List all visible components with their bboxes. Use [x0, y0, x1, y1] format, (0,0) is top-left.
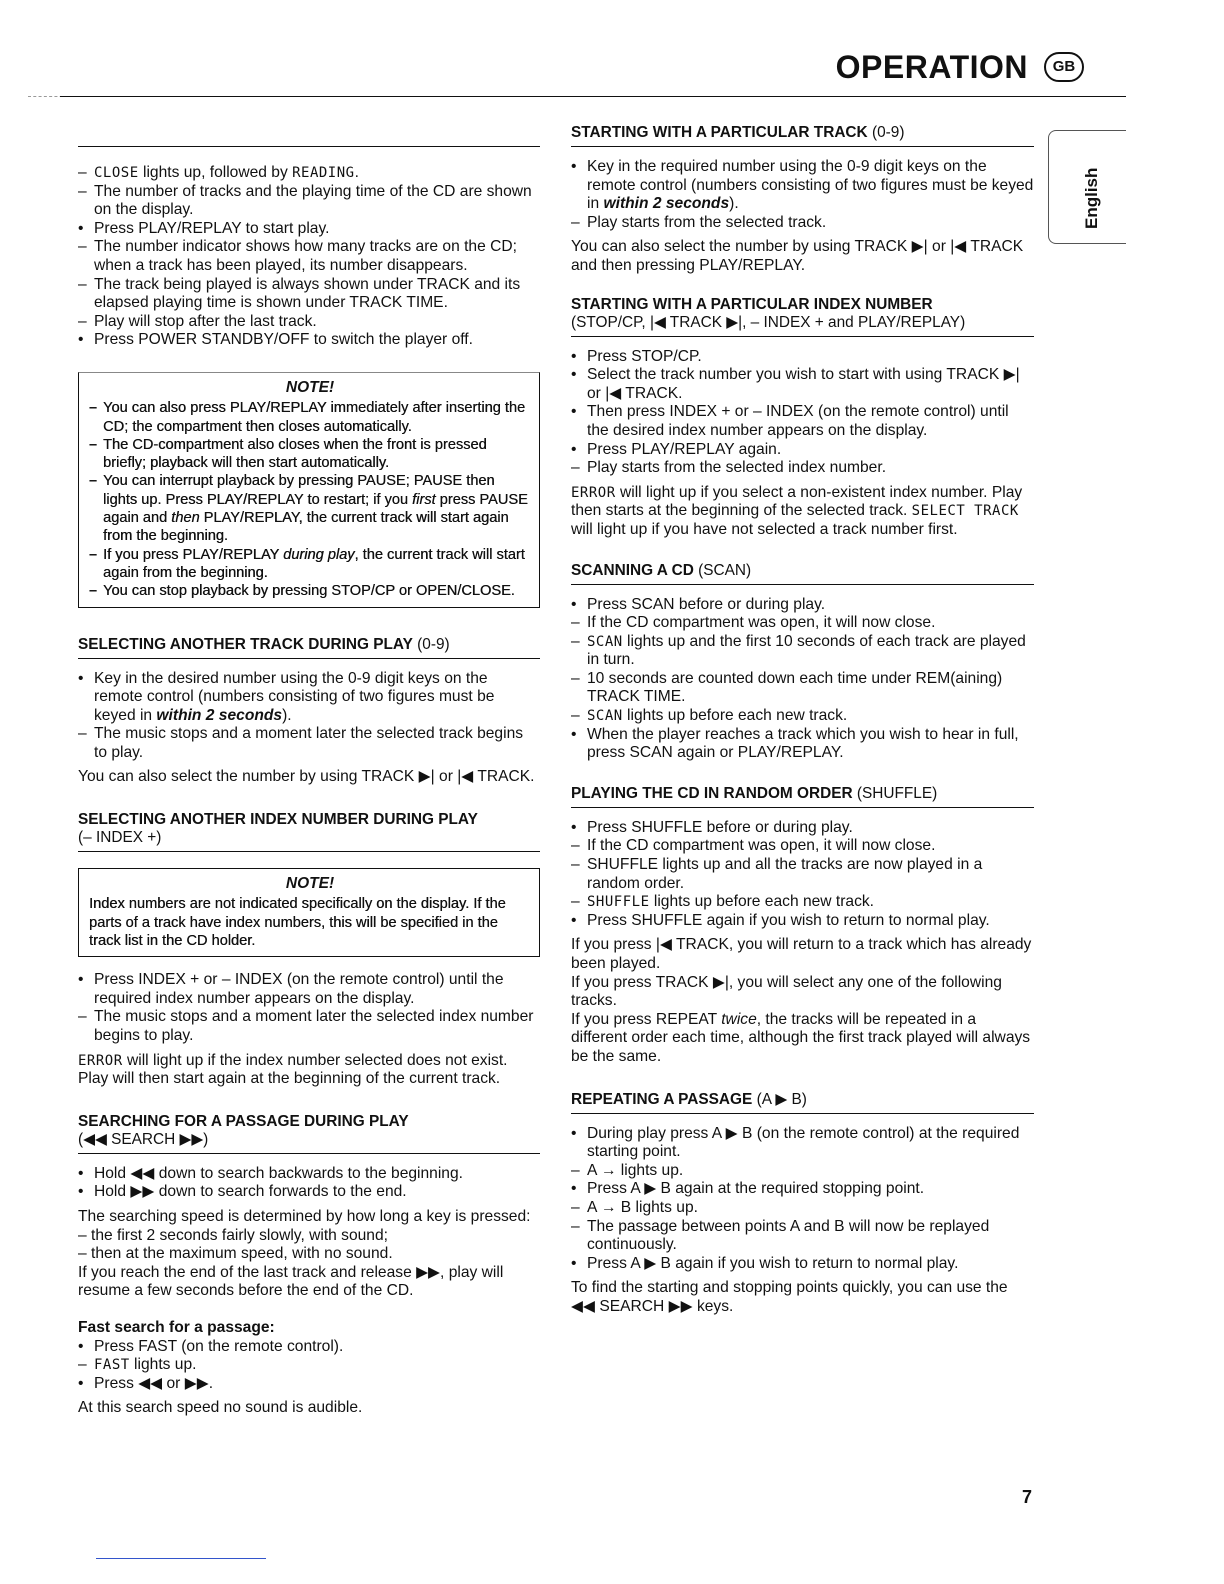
list-item: [571, 441, 1034, 460]
list-item: [571, 1255, 1034, 1274]
text: Play will stop after the last track.: [94, 312, 317, 330]
list-item: [78, 670, 540, 726]
bullet-icon: •: [571, 440, 577, 458]
text: If the CD compartment was open, it will now close.: [587, 837, 936, 855]
text: During play press A ▶ B (on the remote control) at the required starting point.: [587, 1124, 1020, 1161]
list-item: [571, 158, 1034, 214]
display-text: ERROR: [571, 484, 616, 501]
list-item: [571, 726, 1034, 763]
dash-icon: –: [571, 1217, 580, 1235]
section-heading-select-track: SELECTING ANOTHER TRACK DURING PLAY (0-9): [78, 636, 540, 659]
text: A → lights up.: [587, 1161, 684, 1179]
dash-icon: –: [89, 400, 98, 417]
select-track-list: [78, 670, 540, 763]
section-heading-scanning: SCANNING A CD (SCAN): [571, 562, 1034, 585]
paragraph: To find the starting and stopping points quickly, you can use the ◀◀ SEARCH ▶▶ keys.: [571, 1279, 1008, 1315]
search-speed-lines: [78, 1227, 540, 1264]
list-item-text: [587, 158, 1034, 214]
text: Then press INDEX + or – INDEX (on the remote control) until the desired index number appears on the display.: [587, 403, 1009, 439]
list-item-text: [94, 1375, 540, 1394]
list-item: [571, 837, 1034, 856]
list-item-text: [587, 633, 1034, 670]
text: If you press TRACK ▶|, you will select any one of the following tracks.: [571, 973, 1002, 1010]
list-item: [89, 472, 531, 545]
list-item-text: [587, 1199, 1034, 1218]
text: The music stops and a moment later the selected index number begins to play.: [94, 1008, 534, 1045]
text: lights up before each new track.: [649, 893, 875, 911]
list-item-text: [103, 546, 531, 583]
emphasis: during play: [283, 546, 355, 563]
section-heading-searching: SEARCHING FOR A PASSAGE DURING PLAY (◀◀ SEARCH ▶▶): [78, 1113, 540, 1154]
list-item: [571, 856, 1034, 893]
dash-icon: –: [78, 182, 87, 200]
paragraph: The searching speed is determined by how long a key is pressed:: [78, 1208, 531, 1225]
text: Press PLAY/REPLAY again.: [587, 440, 782, 458]
note-title: NOTE!: [285, 378, 335, 396]
list-item-text: [587, 670, 1034, 707]
list-item: [571, 819, 1034, 838]
random-paragraphs: [571, 936, 1034, 1066]
list-item-text: [94, 331, 540, 350]
bullet-icon: •: [571, 1254, 577, 1272]
list-item-text: [94, 313, 540, 332]
bullet-icon: •: [78, 219, 84, 237]
emphasis: within 2 seconds: [156, 706, 283, 724]
bullet-icon: •: [78, 1164, 84, 1182]
list-item-text: [94, 220, 540, 239]
text: Key in the required number using the 0-9 digit keys on the remote control (numbers consisting of two figures must be keyed in: [587, 158, 1034, 213]
dash-icon: –: [89, 473, 98, 490]
dash-icon: –: [78, 1008, 87, 1026]
text: Press INDEX + or – INDEX (on the remote control) until the required index number appears on the display.: [94, 971, 504, 1007]
note-text: Index numbers are not indicated specifically on the display. If the parts of a track have index numbers, this will be specified in the track list in the CD holder.: [89, 896, 506, 949]
bullet-icon: •: [78, 1183, 84, 1201]
list-item: [89, 399, 531, 436]
list-item: [78, 725, 540, 762]
dash-icon: –: [571, 632, 580, 650]
display-text: READING: [292, 165, 355, 181]
paragraph: You can also select the number by using TRACK ▶| or |◀ TRACK and then pressing PLAY/REPLAY.: [571, 238, 1024, 274]
list-item: [78, 1375, 540, 1394]
list-item: [78, 971, 540, 1008]
text: If you press REPEAT: [571, 1010, 722, 1028]
text: When the player reaches a track which you wish to hear in full, press SCAN again or PLAY/REPLAY.: [587, 725, 1019, 762]
searching-list: [78, 1165, 540, 1202]
text: will light up if you select a non-existent index number. Play then starts at the beginning of the selected track.: [571, 483, 1023, 520]
bullet-icon: •: [78, 669, 84, 687]
list-item-text: [94, 1165, 540, 1184]
dash-icon: –: [78, 238, 87, 256]
bullet-icon: •: [78, 331, 84, 349]
text: press PAUSE again and: [103, 491, 528, 527]
text: Press STOP/CP.: [587, 347, 702, 365]
bullet-icon: •: [571, 347, 577, 365]
text: Hold ◀◀ down to search backwards to the beginning.: [94, 1164, 463, 1182]
header-rule: [60, 96, 1126, 97]
section-heading-repeat: REPEATING A PASSAGE (A ▶ B): [571, 1091, 1034, 1114]
list-item: [78, 276, 540, 313]
display-text: SHUFFLE: [587, 894, 650, 911]
dash-icon: –: [89, 583, 98, 600]
list-item-text: [587, 459, 1034, 478]
text: ).: [729, 195, 739, 213]
bullet-icon: •: [78, 1337, 84, 1355]
paragraph: [571, 484, 1034, 540]
list-item-text: [587, 596, 1034, 615]
start-track-list: [571, 158, 1034, 232]
dash-icon: –: [571, 1161, 580, 1179]
text-line: – the first 2 seconds fairly slowly, with sound;: [78, 1226, 388, 1244]
list-item: [571, 1180, 1034, 1199]
list-item-text: [587, 893, 1034, 912]
list-item-text: [587, 441, 1034, 460]
select-index-list: [78, 971, 540, 1045]
bullet-icon: •: [571, 1180, 577, 1198]
text: If you press |◀ TRACK, you will return to a track which has already been played.: [571, 936, 1032, 972]
list-item-text: [94, 164, 540, 183]
scanning-list: [571, 596, 1034, 763]
dash-icon: –: [571, 837, 580, 855]
list-item-text: [587, 1162, 1034, 1181]
section-heading-start-track: STARTING WITH A PARTICULAR TRACK (0-9): [571, 124, 1034, 147]
list-item-text: [103, 582, 531, 600]
text: SHUFFLE lights up and all the tracks are now played in a random order.: [587, 856, 983, 892]
list-item-text: [94, 1008, 540, 1045]
text: Press SHUFFLE again if you wish to return to normal play.: [587, 911, 990, 929]
list-item-text: [94, 971, 540, 1008]
top-rule: [78, 146, 540, 164]
display-text: ERROR: [78, 1052, 123, 1069]
list-item: [571, 707, 1034, 726]
note-box-index: [78, 868, 540, 957]
text: You can stop playback by pressing STOP/CP or OPEN/CLOSE.: [103, 583, 515, 600]
text: The track being played is always shown under TRACK and its elapsed playing time is shown under TRACK TIME.: [94, 275, 521, 312]
text: You can interrupt playback by pressing PAUSE; PAUSE then lights up. Press PLAY/REPLAY to restart; if you: [103, 473, 495, 508]
list-item: [571, 1199, 1034, 1218]
section-heading-start-index: STARTING WITH A PARTICULAR INDEX NUMBER (STOP/CP, |◀ TRACK ▶|, – INDEX + and PLAY/REPLAY): [571, 296, 1034, 337]
display-text: CLOSE: [94, 165, 139, 181]
text: Press PLAY/REPLAY to start play.: [94, 219, 330, 237]
list-item-text: [587, 1125, 1034, 1162]
list-item-text: [587, 1255, 1034, 1274]
fast-search-list: [78, 1338, 540, 1394]
list-item: [78, 313, 540, 332]
note-box: [78, 372, 540, 608]
page-title: OPERATION: [835, 49, 1028, 85]
list-item-text: [587, 366, 1034, 403]
section-heading-random: PLAYING THE CD IN RANDOM ORDER (SHUFFLE): [571, 785, 1034, 808]
list-item-text: [94, 1356, 540, 1375]
text: will light up if the index number selected does not exist. Play will then start again at the beginning of the current track.: [78, 1051, 508, 1088]
paragraph: At this search speed no sound is audible.: [78, 1399, 363, 1417]
text: You can also press PLAY/REPLAY immediately after inserting the CD; the compartment then closes automatically.: [103, 400, 526, 435]
list-item: [89, 436, 531, 473]
list-item: [571, 1162, 1034, 1181]
dash-icon: –: [571, 1198, 580, 1216]
dash-icon: –: [571, 707, 580, 725]
paragraph: [571, 1011, 1034, 1067]
list-item: [571, 403, 1034, 440]
list-item: [78, 331, 540, 350]
list-item-text: [587, 1180, 1034, 1199]
text: lights up, followed by: [138, 164, 293, 181]
list-item-text: [587, 837, 1034, 856]
list-item: [78, 183, 540, 220]
display-text: SCAN: [587, 708, 623, 725]
footer-rule: [96, 1558, 266, 1559]
list-item-text: [587, 819, 1034, 838]
list-item-text: [587, 403, 1034, 440]
list-item: [78, 1356, 540, 1375]
list-item-text: [94, 276, 540, 313]
emphasis: then: [171, 510, 200, 527]
list-item-text: [94, 238, 540, 275]
list-item-text: [94, 1338, 540, 1357]
list-item-text: [587, 726, 1034, 763]
list-item-text: [587, 348, 1034, 367]
list-item: [571, 348, 1034, 367]
note-list: [89, 399, 531, 600]
text: , the current track will start again from the beginning.: [103, 546, 525, 581]
text: Press SCAN before or during play.: [587, 595, 826, 613]
list-item: [89, 546, 531, 583]
list-item: [571, 912, 1034, 931]
dash-icon: –: [571, 856, 580, 874]
list-item-text: [587, 912, 1034, 931]
bullet-icon: •: [571, 158, 577, 175]
text: lights up and the first 10 seconds of each track are played in turn.: [587, 632, 1026, 669]
text: The passage between points A and B will now be replayed continuously.: [587, 1217, 990, 1254]
list-item: [571, 366, 1034, 403]
dash-icon: –: [571, 669, 580, 687]
list-item-text: [587, 707, 1034, 726]
bullet-icon: •: [571, 366, 577, 384]
intro-list: [78, 164, 540, 350]
list-item-text: [587, 214, 1034, 233]
bullet-icon: •: [571, 403, 577, 421]
bullet-icon: •: [571, 595, 577, 613]
list-item: [78, 1165, 540, 1184]
display-text: SELECT TRACK: [911, 503, 1019, 520]
text: Select the track number you wish to start with using TRACK ▶| or |◀ TRACK.: [587, 366, 1020, 402]
text: If the CD compartment was open, it will now close.: [587, 614, 936, 632]
list-item: [571, 214, 1034, 233]
emphasis: within 2 seconds: [603, 195, 730, 213]
text: .: [354, 164, 359, 181]
list-item: [571, 596, 1034, 615]
dash-icon: –: [571, 893, 580, 911]
list-item-text: [94, 183, 540, 220]
list-item-text: [94, 1183, 540, 1202]
text: will light up if you have not selected a track number first.: [571, 520, 958, 538]
text: Press SHUFFLE before or during play.: [587, 818, 853, 836]
right-column: [571, 124, 1034, 1317]
dash-icon: –: [571, 459, 580, 477]
dash-icon: –: [78, 164, 87, 181]
paragraph: If you reach the end of the last track and release ▶▶, play will resume a few seconds before the end of the CD.: [78, 1263, 504, 1300]
language-tab-label: English: [1082, 167, 1101, 229]
text: Press ◀◀ or ▶▶.: [94, 1374, 214, 1392]
text: If you press PLAY/REPLAY: [103, 546, 284, 563]
dash-icon: –: [571, 614, 580, 632]
text: , the tracks will be repeated in a different order each time, although the first track played will always be the same.: [571, 1010, 1031, 1065]
list-item: [571, 614, 1034, 633]
display-text: FAST: [94, 1357, 130, 1374]
start-index-list: [571, 348, 1034, 478]
dash-icon: –: [89, 546, 98, 563]
emphasis: first: [412, 491, 436, 508]
paragraph: [571, 936, 1034, 973]
list-item-text: [94, 670, 540, 726]
text: Play starts from the selected track.: [587, 213, 827, 231]
left-column: [78, 124, 540, 1418]
dash-icon: –: [89, 436, 98, 453]
bullet-icon: •: [571, 725, 577, 743]
list-item: [571, 670, 1034, 707]
text: PLAY/REPLAY, the current track will start again from the beginning.: [103, 510, 509, 545]
text: Press A ▶ B again if you wish to return to normal play.: [587, 1254, 959, 1272]
dash-icon: –: [78, 725, 87, 743]
language-tab: [1048, 130, 1126, 244]
dash-icon: –: [571, 213, 580, 231]
text: lights up.: [129, 1356, 197, 1374]
list-item: [78, 1183, 540, 1202]
repeat-list: [571, 1125, 1034, 1274]
text: Press A ▶ B again at the required stopping point.: [587, 1180, 925, 1198]
list-item: [571, 893, 1034, 912]
fast-search-title: Fast search for a passage:: [78, 1318, 275, 1336]
text: The number indicator shows how many tracks are on the CD; when a track has been played, its number disappears.: [94, 238, 517, 274]
paragraph: [78, 1052, 540, 1089]
list-item-text: [587, 614, 1034, 633]
random-list: [571, 819, 1034, 931]
section-heading-select-index: SELECTING ANOTHER INDEX NUMBER DURING PLAY (– INDEX +): [78, 811, 540, 852]
display-text: SCAN: [587, 633, 623, 650]
list-item-text: [103, 472, 531, 545]
bullet-icon: •: [571, 911, 577, 929]
list-item-text: [587, 856, 1034, 893]
text: Press FAST (on the remote control).: [94, 1337, 344, 1355]
list-item: [78, 164, 540, 183]
text: Key in the desired number using the 0-9 digit keys on the remote control (numbers consisting of two figures must be keyed in: [94, 669, 495, 724]
dash-icon: –: [78, 275, 87, 293]
list-item: [78, 238, 540, 275]
list-item: [571, 633, 1034, 670]
list-item-text: [94, 725, 540, 762]
text: The number of tracks and the playing time of the CD are shown on the display.: [94, 182, 532, 219]
list-item-text: [103, 399, 531, 436]
bullet-icon: •: [78, 971, 84, 989]
paragraph: You can also select the number by using TRACK ▶| or |◀ TRACK.: [78, 768, 535, 786]
page-number: 7: [1022, 1487, 1033, 1507]
list-item-text: [587, 1218, 1034, 1255]
list-item: [89, 582, 531, 600]
text: 10 seconds are counted down each time under REM(aining) TRACK TIME.: [587, 669, 1003, 706]
page-header: [0, 0, 1224, 100]
emphasis: twice: [721, 1010, 757, 1028]
bullet-icon: •: [571, 818, 577, 836]
paragraph: [571, 974, 1034, 1011]
list-item: [78, 1338, 540, 1357]
list-item: [571, 1125, 1034, 1162]
text: ).: [282, 706, 292, 724]
text: A → B lights up.: [587, 1198, 698, 1216]
text: Hold ▶▶ down to search forwards to the end.: [94, 1183, 407, 1201]
dash-icon: –: [78, 1356, 87, 1374]
text: Press POWER STANDBY/OFF to switch the player off.: [94, 331, 473, 349]
bullet-icon: •: [571, 1124, 577, 1142]
dash-icon: –: [78, 312, 87, 330]
note-title: NOTE!: [285, 875, 335, 893]
list-item: [571, 1218, 1034, 1255]
text-line: – then at the maximum speed, with no sound.: [78, 1245, 393, 1263]
list-item: [78, 1008, 540, 1045]
list-item-text: [103, 436, 531, 473]
text: The music stops and a moment later the selected track begins to play.: [94, 725, 524, 761]
list-item: [571, 459, 1034, 478]
gb-badge: GB: [1044, 52, 1084, 82]
bullet-icon: •: [78, 1374, 84, 1392]
text: The CD-compartment also closes when the front is pressed briefly; playback will then start automatically.: [103, 436, 487, 472]
text: Play starts from the selected index number.: [587, 459, 887, 477]
list-item: [78, 220, 540, 239]
text: lights up before each new track.: [622, 707, 848, 725]
